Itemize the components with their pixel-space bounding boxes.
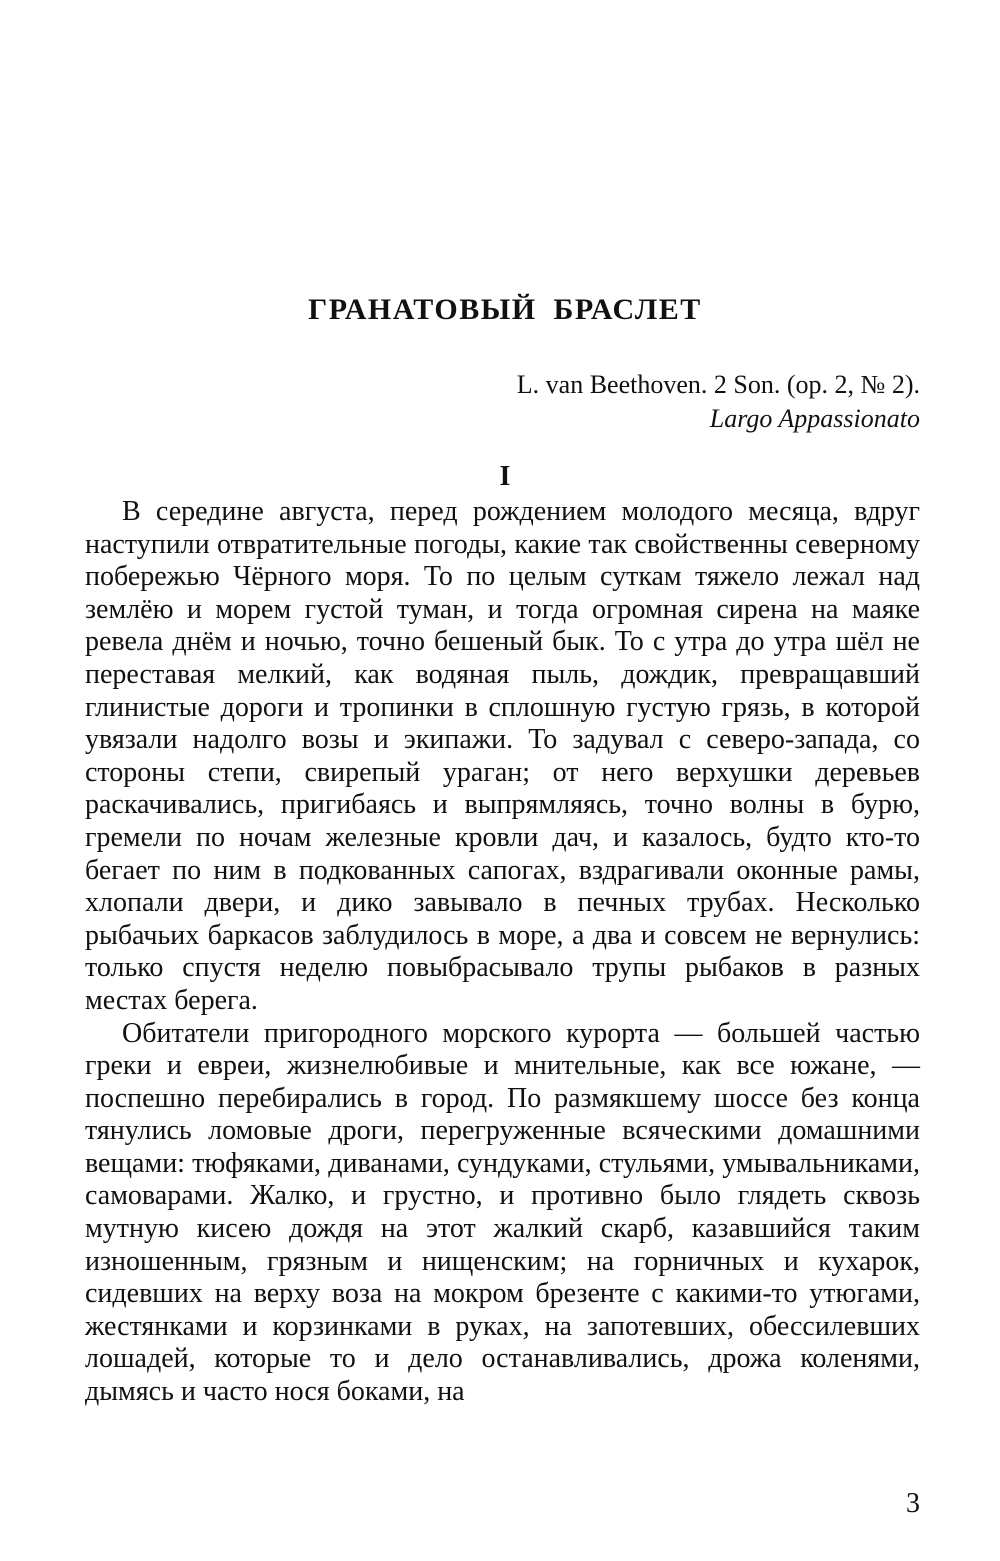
body-text (85, 496, 920, 1409)
chapter-number: I (499, 461, 511, 492)
epigraph-tempo: Largo Appassionato (709, 404, 920, 433)
story-title: ГРАНАТОВЫЙ БРАСЛЕТ (308, 293, 702, 326)
page-number: 3 (906, 1488, 920, 1519)
epigraph (517, 368, 920, 436)
epigraph-reference: L. van Beethoven. 2 Son. (op. 2, № 2). (516, 370, 920, 399)
paragraph: В середине августа, перед рождением молодого месяца, вдруг наступили отвратительные погоды, какие так свойственны северному побережью Чёрного моря. То по целым суткам тяжело лежал над землёю и морем густой туман, и тогда огромная сирена на маяке ревела днём и ночью, точно бешеный бык. То с утра до утра шёл не переставая мелкий, как водяная пыль, дождик, превращавший глинистые дороги и тропинки в сплошную густую грязь, в которой увязали надолго возы и экипажи. То задувал с северо-запада, со стороны степи, свирепый ураган; от него верхушки деревьев раскачивались, пригибаясь и выпрямляясь, точно волны в бурю, гремели по ночам железные кровли дач, и казалось, будто кто-то бегает по ним в подкованных сапогах, вздрагивали оконные рамы, хлопали двери, и дико завывало в печных трубах. Несколько рыбачьих баркасов заблудилось в море, а два и совсем не вернулись: только спустя неделю повыбрасывало трупы рыбаков в разных местах берега. (85, 496, 920, 1016)
paragraph: Обитатели пригородного морского курорта — большей частью греки и евреи, жизнелюбивые и мнительные, как все южане, — поспешно перебирались в город. По размякшему шоссе без конца тянулись ломовые дроги, перегруженные всяческими домашними вещами: тюфяками, диванами, сундуками, стульями, умывальниками, самоварами. Жалко, и грустно, и противно было глядеть сквозь мутную кисею дождя на этот жалкий скарб, казавшийся таким изношенным, грязным и нищенским; на горничных и кухарок, сидевших на верху воза на мокром брезенте с какими-то утюгами, жестянками и корзинками в руках, на запотевших, обессилевших лошадей, которые то и дело останавливались, дрожа коленями, дымясь и часто нося боками, на (85, 1017, 920, 1408)
